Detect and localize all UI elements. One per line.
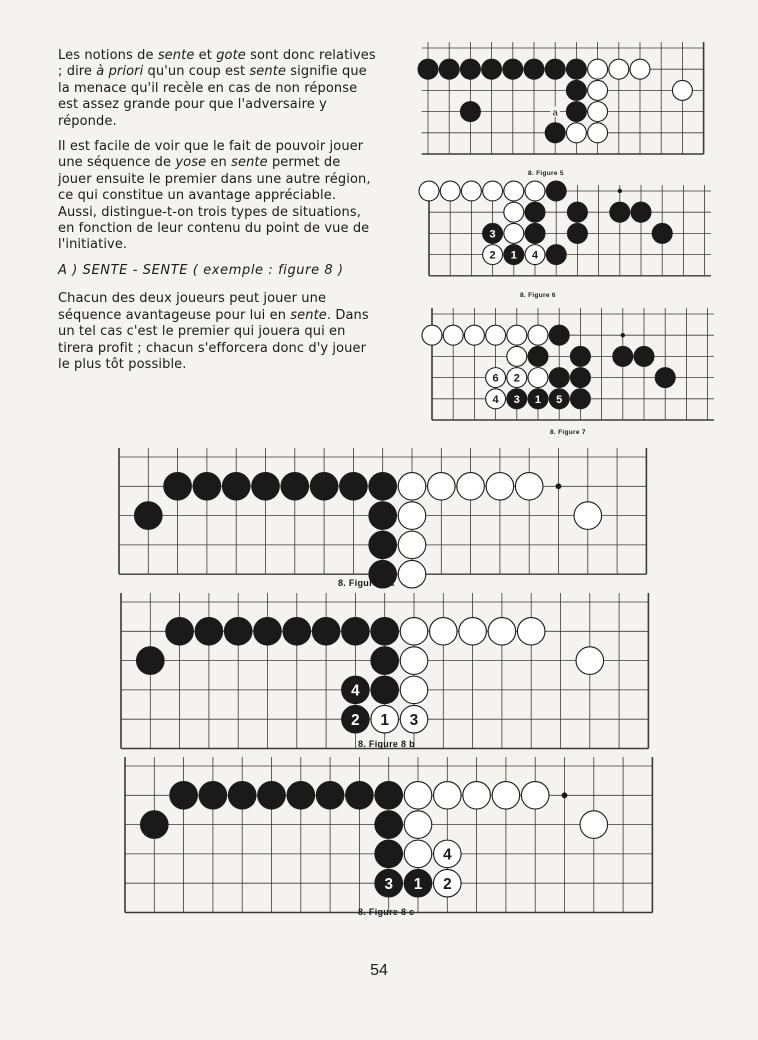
- figure-5-caption: 8. Figure 5: [528, 170, 564, 177]
- white-stone: [398, 531, 426, 559]
- black-stone: [310, 473, 338, 501]
- move-number: 1: [534, 393, 542, 406]
- move-number: 1: [380, 711, 389, 729]
- go-board-1: [418, 42, 704, 154]
- black-stone: [287, 782, 315, 810]
- white-stone: [440, 181, 460, 201]
- hoshi-point: [618, 189, 622, 193]
- black-stone: [258, 782, 286, 810]
- black-stone: [525, 223, 545, 243]
- black-stone: [224, 618, 252, 646]
- black-stone: [283, 618, 311, 646]
- white-stone: [428, 473, 456, 501]
- move-number: 2: [443, 875, 452, 893]
- go-board-5: [121, 593, 648, 749]
- white-stone: [588, 102, 608, 122]
- black-stone: [460, 102, 480, 122]
- black-stone: [369, 531, 397, 559]
- black-stone: [631, 202, 651, 222]
- go-board-2: [419, 181, 711, 276]
- go-board-6: [125, 757, 652, 913]
- black-stone: [375, 840, 403, 868]
- white-stone: [630, 59, 650, 79]
- move-number: 4: [351, 682, 360, 700]
- move-letter: a: [552, 107, 558, 119]
- black-stone: [170, 782, 198, 810]
- white-stone: [504, 223, 524, 243]
- black-stone: [228, 782, 256, 810]
- section-heading: A ) SENTE - SENTE ( exemple : figure 8 ): [58, 262, 344, 278]
- black-stone: [316, 782, 344, 810]
- move-number: 2: [489, 249, 496, 262]
- move-number: 3: [409, 711, 419, 729]
- black-stone: [528, 346, 548, 366]
- white-stone: [528, 368, 548, 388]
- black-stone: [655, 368, 675, 388]
- white-stone: [483, 181, 503, 201]
- go-board-4: [119, 448, 646, 588]
- black-stone: [340, 473, 368, 501]
- white-stone: [504, 181, 524, 201]
- white-stone: [588, 123, 608, 143]
- black-stone: [613, 346, 633, 366]
- white-stone: [486, 473, 514, 501]
- white-stone: [576, 647, 604, 675]
- white-stone: [398, 502, 426, 530]
- move-number: 3: [489, 228, 496, 241]
- white-stone: [461, 181, 481, 201]
- page-number: 54: [370, 962, 388, 979]
- black-stone: [545, 123, 565, 143]
- black-stone: [371, 676, 399, 704]
- black-stone: [193, 473, 221, 501]
- hoshi-point: [556, 483, 562, 489]
- figure-8c-caption: 8. Figure 8 c: [358, 907, 415, 917]
- hoshi-point: [621, 333, 625, 337]
- black-stone: [570, 389, 590, 409]
- white-stone: [419, 181, 439, 201]
- black-stone: [460, 59, 480, 79]
- white-stone: [507, 346, 527, 366]
- black-stone: [199, 782, 227, 810]
- white-stone: [434, 782, 462, 810]
- black-stone: [222, 473, 250, 501]
- white-stone: [588, 80, 608, 100]
- move-number: 4: [531, 249, 539, 262]
- move-number: 3: [384, 875, 393, 893]
- black-stone: [546, 181, 566, 201]
- black-stone: [369, 502, 397, 530]
- white-stone: [463, 782, 491, 810]
- black-stone: [549, 368, 569, 388]
- move-number: 4: [492, 393, 499, 406]
- white-stone: [528, 325, 548, 345]
- white-stone: [422, 325, 442, 345]
- white-stone: [486, 325, 506, 345]
- white-stone: [398, 473, 426, 501]
- black-stone: [164, 473, 192, 501]
- black-stone: [610, 202, 630, 222]
- white-stone: [609, 59, 629, 79]
- black-stone: [312, 618, 340, 646]
- move-number: 2: [513, 372, 520, 385]
- white-stone: [672, 80, 692, 100]
- paragraph-2: Il est facile de voir que le fait de pouvoir jouer une séquence de yose en sente permet de jouer ensuite le premier dans une autre région, ce qui constitue un avantage appréciable. Aussi, distingue-t-on trois types de situations, en fonction de leur contenu du point de vue de l'initiative.: [58, 139, 371, 253]
- black-stone: [371, 618, 399, 646]
- black-stone: [567, 223, 587, 243]
- black-stone: [252, 473, 280, 501]
- black-stone: [545, 59, 565, 79]
- black-stone: [371, 647, 399, 675]
- white-stone: [574, 502, 602, 530]
- white-stone: [492, 782, 520, 810]
- move-number: 5: [556, 393, 563, 406]
- move-number: 1: [510, 249, 517, 262]
- move-number: 2: [351, 711, 360, 729]
- white-stone: [588, 59, 608, 79]
- figure-7-caption: 8. Figure 7: [550, 429, 586, 436]
- white-stone: [459, 618, 487, 646]
- black-stone: [141, 811, 169, 839]
- figure-8b-caption: 8. Figure 8 b: [358, 739, 415, 749]
- white-stone: [515, 473, 543, 501]
- black-stone: [135, 502, 163, 530]
- black-stone: [566, 102, 586, 122]
- white-stone: [504, 202, 524, 222]
- black-stone: [137, 647, 165, 675]
- black-stone: [503, 59, 523, 79]
- move-number: 1: [413, 875, 423, 893]
- white-stone: [404, 811, 432, 839]
- white-stone: [521, 782, 549, 810]
- white-stone: [517, 618, 545, 646]
- black-stone: [525, 202, 545, 222]
- black-stone: [439, 59, 459, 79]
- black-stone: [634, 346, 654, 366]
- white-stone: [488, 618, 516, 646]
- black-stone: [652, 223, 672, 243]
- black-stone: [524, 59, 544, 79]
- figure-6-caption: 8. Figure 6: [520, 292, 556, 299]
- white-stone: [457, 473, 485, 501]
- black-stone: [195, 618, 223, 646]
- black-stone: [369, 473, 397, 501]
- black-stone: [375, 811, 403, 839]
- black-stone: [566, 80, 586, 100]
- white-stone: [580, 811, 608, 839]
- hoshi-point: [562, 792, 568, 798]
- white-stone: [400, 647, 428, 675]
- black-stone: [346, 782, 374, 810]
- black-stone: [570, 368, 590, 388]
- white-stone: [398, 560, 426, 588]
- black-stone: [570, 346, 590, 366]
- move-number: 4: [443, 846, 452, 864]
- paragraph-1: Les notions de sente et gote sont donc relatives ; dire à priori qu'un coup est sente signifie que la menace qu'il recèle en cas de non réponse est assez grande pour que l'adversaire y réponde.: [58, 48, 376, 129]
- white-stone: [430, 618, 458, 646]
- white-stone: [400, 676, 428, 704]
- move-number: 6: [492, 372, 499, 385]
- black-stone: [418, 59, 438, 79]
- black-stone: [482, 59, 502, 79]
- paragraph-3: Chacun des deux joueurs peut jouer une séquence avantageuse pour lui en sente. Dans un tel cas c'est le premier qui jouera qui en tirera profit ; chacun s'efforcera donc d'y jouer le plus tôt possible.: [58, 291, 369, 372]
- white-stone: [525, 181, 545, 201]
- move-number: 3: [513, 393, 520, 406]
- figure-8a-caption: 8. Figure 8 a: [338, 578, 395, 588]
- black-stone: [566, 59, 586, 79]
- white-stone: [566, 123, 586, 143]
- white-stone: [464, 325, 484, 345]
- black-stone: [342, 618, 370, 646]
- black-stone: [375, 782, 403, 810]
- white-stone: [404, 840, 432, 868]
- go-board-3: [422, 308, 714, 420]
- black-stone: [281, 473, 309, 501]
- black-stone: [549, 325, 569, 345]
- white-stone: [443, 325, 463, 345]
- white-stone: [507, 325, 527, 345]
- black-stone: [567, 202, 587, 222]
- black-stone: [254, 618, 282, 646]
- black-stone: [546, 245, 566, 265]
- black-stone: [166, 618, 194, 646]
- white-stone: [404, 782, 432, 810]
- white-stone: [400, 618, 428, 646]
